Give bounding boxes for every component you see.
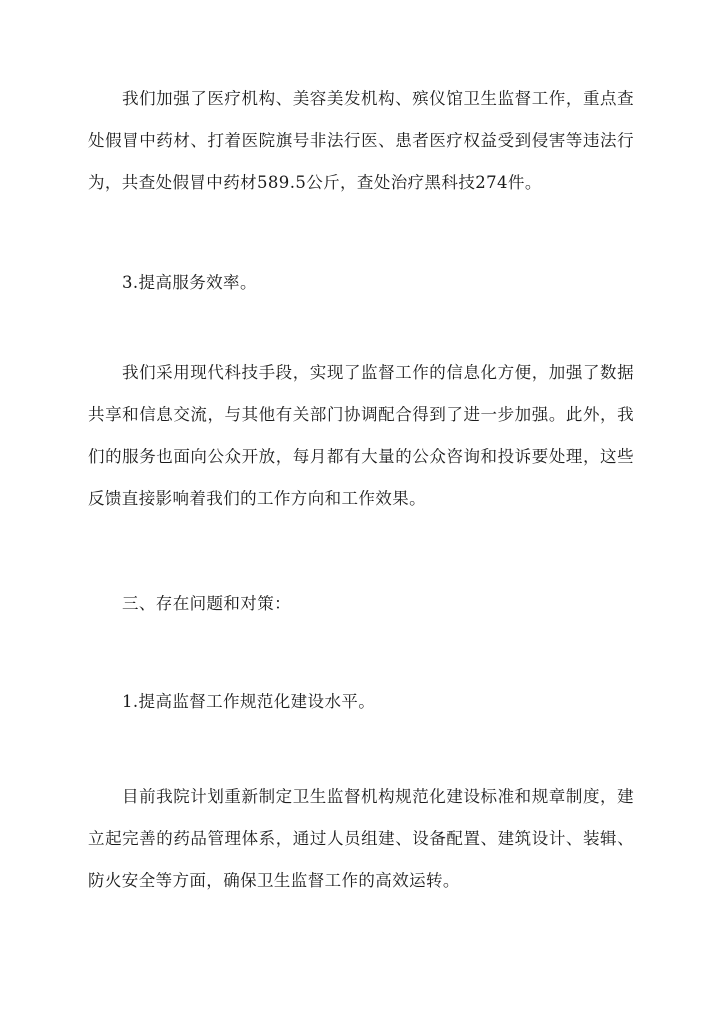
section-heading: 3.提高服务效率。 bbox=[122, 273, 257, 292]
body-paragraph: 我们采用现代科技手段，实现了监督工作的信息化方便，加强了数据共享和信息交流，与其他有关部门协调配合得到了进一步加强。此外，我们的服务也面向公众开放，每月都有大量的公众咨询和投诉要处理，这些反馈直接影响着我们的工作方向和工作效果。 bbox=[88, 363, 634, 508]
chapter-heading: 三、存在问题和对策： bbox=[122, 594, 291, 613]
section-heading: 1.提高监督工作规范化建设水平。 bbox=[122, 692, 376, 711]
body-paragraph: 目前我院计划重新制定卫生监督机构规范化建设标准和规章制度，建立起完善的药品管理体系，通过人员组建、设备配置、建筑设计、装辑、防火安全等方面，确保卫生监督工作的高效运转。 bbox=[88, 787, 634, 890]
body-paragraph: 我们加强了医疗机构、美容美发机构、殡仪馆卫生监督工作，重点查处假冒中药材、打着医院旗号非法行医、患者医疗权益受到侵害等违法行为，共查处假冒中药材589.5公斤，查处治疗黑科技274件。 bbox=[88, 89, 634, 192]
